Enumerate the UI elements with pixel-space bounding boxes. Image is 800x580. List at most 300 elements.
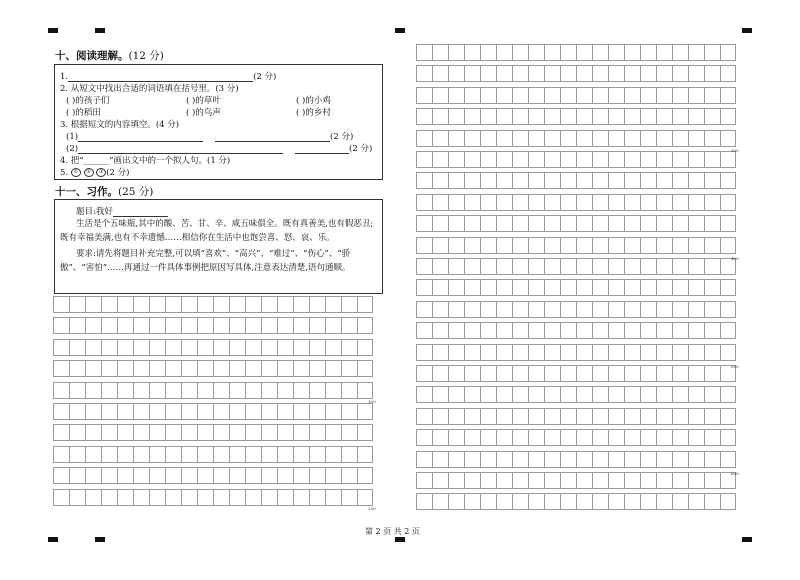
grid-cell[interactable] [432,151,448,168]
grid-cell[interactable] [528,365,544,382]
grid-cell[interactable] [624,322,640,339]
grid-cell[interactable] [704,215,720,232]
grid-cell[interactable] [149,467,165,484]
grid-cell[interactable] [528,237,544,254]
grid-cell[interactable] [181,489,197,506]
grid-cell[interactable] [416,301,432,318]
grid-cell[interactable] [512,130,528,147]
grid-cell[interactable] [624,451,640,468]
grid-cell[interactable] [464,237,480,254]
grid-cell[interactable] [149,296,165,313]
grid-cell[interactable] [197,489,213,506]
grid-cell[interactable] [245,403,261,420]
grid-cell[interactable] [544,194,560,211]
grid-cell[interactable] [432,386,448,403]
grid-cell[interactable] [416,451,432,468]
grid-cell[interactable] [480,44,496,61]
grid-cell[interactable] [608,258,624,275]
grid-cell[interactable] [133,489,149,506]
grid-cell[interactable] [576,151,592,168]
grid-cell[interactable] [213,339,229,356]
grid-cell[interactable] [512,87,528,104]
grid-cell[interactable] [165,382,181,399]
grid-cell[interactable] [432,429,448,446]
grid-cell[interactable] [432,472,448,489]
grid-cell[interactable] [464,429,480,446]
grid-cell[interactable] [704,365,720,382]
grid-cell[interactable] [528,408,544,425]
grid-cell[interactable] [357,446,373,463]
grid-cell[interactable] [640,365,656,382]
grid-cell[interactable] [85,489,101,506]
grid-cell[interactable] [624,237,640,254]
grid-cell[interactable] [133,296,149,313]
grid-cell[interactable] [672,130,688,147]
grid-cell[interactable] [640,194,656,211]
grid-cell[interactable] [53,360,69,377]
grid-cell[interactable] [608,172,624,189]
grid-cell[interactable] [496,130,512,147]
grid-cell[interactable] [576,472,592,489]
grid-cell[interactable] [560,108,576,125]
grid-cell[interactable] [480,87,496,104]
grid-cell[interactable] [672,65,688,82]
grid-cell[interactable] [576,130,592,147]
grid-cell[interactable] [293,403,309,420]
grid-cell[interactable] [560,451,576,468]
grid-cell[interactable] [528,215,544,232]
answer-blank[interactable] [78,132,203,142]
grid-cell[interactable] [432,344,448,361]
grid-cell[interactable] [277,446,293,463]
grid-cell[interactable] [261,382,277,399]
grid-cell[interactable] [496,237,512,254]
grid-cell[interactable] [624,472,640,489]
grid-cell[interactable] [416,44,432,61]
grid-cell[interactable] [592,493,608,510]
grid-cell[interactable] [416,215,432,232]
grid-cell[interactable] [576,279,592,296]
grid-cell[interactable] [496,215,512,232]
grid-cell[interactable] [117,467,133,484]
grid-cell[interactable] [448,279,464,296]
grid-cell[interactable] [416,386,432,403]
grid-cell[interactable] [560,344,576,361]
grid-cell[interactable] [720,237,736,254]
grid-cell[interactable] [117,424,133,441]
grid-cell[interactable] [480,408,496,425]
grid-cell[interactable] [432,237,448,254]
grid-cell[interactable] [101,317,117,334]
grid-cell[interactable] [480,344,496,361]
grid-cell[interactable] [720,408,736,425]
grid-cell[interactable] [656,472,672,489]
grid-cell[interactable] [197,360,213,377]
grid-cell[interactable] [448,194,464,211]
grid-cell[interactable] [464,65,480,82]
grid-cell[interactable] [640,44,656,61]
grid-cell[interactable] [688,87,704,104]
grid-cell[interactable] [133,382,149,399]
grid-cell[interactable] [432,215,448,232]
grid-cell[interactable] [512,194,528,211]
grid-cell[interactable] [544,87,560,104]
grid-cell[interactable] [213,360,229,377]
grid-cell[interactable] [261,296,277,313]
grid-cell[interactable] [165,403,181,420]
grid-cell[interactable] [672,194,688,211]
grid-cell[interactable] [512,344,528,361]
grid-cell[interactable] [528,130,544,147]
grid-cell[interactable] [624,65,640,82]
grid-cell[interactable] [277,360,293,377]
grid-cell[interactable] [688,365,704,382]
grid-cell[interactable] [213,446,229,463]
grid-cell[interactable] [69,424,85,441]
grid-cell[interactable] [576,172,592,189]
grid-cell[interactable] [357,296,373,313]
grid-cell[interactable] [277,339,293,356]
grid-cell[interactable] [480,365,496,382]
grid-cell[interactable] [53,382,69,399]
grid-cell[interactable] [69,446,85,463]
grid-cell[interactable] [448,172,464,189]
grid-cell[interactable] [448,65,464,82]
grid-cell[interactable] [448,365,464,382]
grid-cell[interactable] [133,317,149,334]
grid-cell[interactable] [480,108,496,125]
grid-cell[interactable] [688,194,704,211]
grid-cell[interactable] [656,493,672,510]
grid-cell[interactable] [464,322,480,339]
grid-cell[interactable] [357,424,373,441]
grid-cell[interactable] [544,365,560,382]
grid-cell[interactable] [416,344,432,361]
grid-cell[interactable] [544,344,560,361]
grid-cell[interactable] [432,451,448,468]
grid-cell[interactable] [704,108,720,125]
grid-cell[interactable] [560,44,576,61]
grid-cell[interactable] [528,301,544,318]
grid-cell[interactable] [416,237,432,254]
grid-cell[interactable] [656,87,672,104]
grid-cell[interactable] [560,365,576,382]
grid-cell[interactable] [656,215,672,232]
grid-cell[interactable] [624,258,640,275]
grid-cell[interactable] [357,403,373,420]
grid-cell[interactable] [133,339,149,356]
grid-cell[interactable] [133,360,149,377]
grid-cell[interactable] [512,151,528,168]
grid-cell[interactable] [181,403,197,420]
grid-cell[interactable] [704,258,720,275]
grid-cell[interactable] [640,151,656,168]
grid-cell[interactable] [640,322,656,339]
grid-cell[interactable] [560,87,576,104]
grid-cell[interactable] [464,279,480,296]
grid-cell[interactable] [432,194,448,211]
grid-cell[interactable] [528,451,544,468]
grid-cell[interactable] [464,151,480,168]
grid-cell[interactable] [341,467,357,484]
grid-cell[interactable] [672,258,688,275]
grid-cell[interactable] [261,339,277,356]
grid-cell[interactable] [309,296,325,313]
grid-cell[interactable] [325,382,341,399]
grid-cell[interactable] [512,408,528,425]
grid-cell[interactable] [432,44,448,61]
grid-cell[interactable] [624,151,640,168]
grid-cell[interactable] [720,87,736,104]
grid-cell[interactable] [229,424,245,441]
grid-cell[interactable] [85,339,101,356]
grid-cell[interactable] [197,467,213,484]
grid-cell[interactable] [261,446,277,463]
grid-cell[interactable] [656,151,672,168]
grid-cell[interactable] [293,467,309,484]
grid-cell[interactable] [672,429,688,446]
grid-cell[interactable] [672,279,688,296]
grid-cell[interactable] [464,408,480,425]
grid-cell[interactable] [245,360,261,377]
grid-cell[interactable] [416,279,432,296]
grid-cell[interactable] [512,108,528,125]
grid-cell[interactable] [496,322,512,339]
grid-cell[interactable] [325,467,341,484]
grid-cell[interactable] [624,429,640,446]
grid-cell[interactable] [544,429,560,446]
grid-cell[interactable] [448,130,464,147]
grid-cell[interactable] [672,87,688,104]
grid-cell[interactable] [448,301,464,318]
grid-cell[interactable] [608,65,624,82]
grid-cell[interactable] [512,386,528,403]
grid-cell[interactable] [341,489,357,506]
grid-cell[interactable] [181,317,197,334]
grid-cell[interactable] [512,472,528,489]
grid-cell[interactable] [720,386,736,403]
grid-cell[interactable] [261,489,277,506]
grid-cell[interactable] [197,382,213,399]
grid-cell[interactable] [213,489,229,506]
grid-cell[interactable] [448,151,464,168]
grid-cell[interactable] [133,424,149,441]
grid-cell[interactable] [464,365,480,382]
grid-cell[interactable] [464,301,480,318]
grid-cell[interactable] [229,446,245,463]
grid-cell[interactable] [432,108,448,125]
grid-cell[interactable] [720,44,736,61]
grid-cell[interactable] [576,493,592,510]
grid-cell[interactable] [528,87,544,104]
grid-cell[interactable] [165,317,181,334]
grid-cell[interactable] [656,194,672,211]
grid-cell[interactable] [325,360,341,377]
grid-cell[interactable] [69,296,85,313]
grid-cell[interactable] [592,301,608,318]
grid-cell[interactable] [576,194,592,211]
grid-cell[interactable] [688,279,704,296]
grid-cell[interactable] [448,429,464,446]
grid-cell[interactable] [672,365,688,382]
grid-cell[interactable] [496,386,512,403]
grid-cell[interactable] [656,344,672,361]
grid-cell[interactable] [576,344,592,361]
grid-cell[interactable] [53,403,69,420]
grid-cell[interactable] [592,108,608,125]
grid-cell[interactable] [720,493,736,510]
grid-cell[interactable] [624,172,640,189]
grid-cell[interactable] [213,424,229,441]
grid-cell[interactable] [293,382,309,399]
grid-cell[interactable] [341,424,357,441]
grid-cell[interactable] [229,317,245,334]
grid-cell[interactable] [560,322,576,339]
grid-cell[interactable] [576,451,592,468]
grid-cell[interactable] [608,301,624,318]
grid-cell[interactable] [496,301,512,318]
grid-cell[interactable] [704,87,720,104]
grid-cell[interactable] [416,258,432,275]
grid-cell[interactable] [416,65,432,82]
grid-cell[interactable] [704,44,720,61]
grid-cell[interactable] [512,237,528,254]
grid-cell[interactable] [101,296,117,313]
grid-cell[interactable] [592,151,608,168]
grid-cell[interactable] [325,403,341,420]
grid-cell[interactable] [69,403,85,420]
grid-cell[interactable] [496,87,512,104]
grid-cell[interactable] [704,493,720,510]
grid-cell[interactable] [688,44,704,61]
grid-cell[interactable] [416,151,432,168]
grid-cell[interactable] [688,451,704,468]
grid-cell[interactable] [544,386,560,403]
grid-cell[interactable] [512,65,528,82]
grid-cell[interactable] [117,403,133,420]
grid-cell[interactable] [672,215,688,232]
grid-cell[interactable] [592,429,608,446]
grid-cell[interactable] [464,108,480,125]
grid-cell[interactable] [512,365,528,382]
grid-cell[interactable] [608,44,624,61]
grid-cell[interactable] [528,172,544,189]
grid-cell[interactable] [432,130,448,147]
grid-cell[interactable] [640,108,656,125]
grid-cell[interactable] [640,386,656,403]
grid-cell[interactable] [720,429,736,446]
grid-cell[interactable] [181,360,197,377]
grid-cell[interactable] [448,472,464,489]
grid-cell[interactable] [624,301,640,318]
grid-cell[interactable] [640,472,656,489]
grid-cell[interactable] [117,382,133,399]
grid-cell[interactable] [560,279,576,296]
grid-cell[interactable] [544,408,560,425]
grid-cell[interactable] [69,382,85,399]
grid-cell[interactable] [480,386,496,403]
grid-cell[interactable] [528,493,544,510]
grid-cell[interactable] [608,429,624,446]
grid-cell[interactable] [357,360,373,377]
grid-cell[interactable] [293,339,309,356]
grid-cell[interactable] [341,382,357,399]
grid-cell[interactable] [624,386,640,403]
grid-cell[interactable] [688,130,704,147]
grid-cell[interactable] [480,451,496,468]
grid-cell[interactable] [608,472,624,489]
grid-cell[interactable] [544,44,560,61]
grid-cell[interactable] [229,360,245,377]
grid-cell[interactable] [448,322,464,339]
grid-cell[interactable] [464,215,480,232]
grid-cell[interactable] [416,108,432,125]
grid-cell[interactable] [181,339,197,356]
grid-cell[interactable] [688,386,704,403]
grid-cell[interactable] [592,365,608,382]
grid-cell[interactable] [480,279,496,296]
grid-cell[interactable] [149,403,165,420]
grid-cell[interactable] [672,301,688,318]
grid-cell[interactable] [309,382,325,399]
grid-cell[interactable] [416,429,432,446]
grid-cell[interactable] [85,424,101,441]
grid-cell[interactable] [576,44,592,61]
grid-cell[interactable] [656,365,672,382]
grid-cell[interactable] [85,296,101,313]
grid-cell[interactable] [720,344,736,361]
grid-cell[interactable] [480,258,496,275]
grid-cell[interactable] [528,151,544,168]
grid-cell[interactable] [416,87,432,104]
grid-cell[interactable] [720,130,736,147]
grid-cell[interactable] [592,65,608,82]
grid-cell[interactable] [560,258,576,275]
grid-cell[interactable] [576,408,592,425]
grid-cell[interactable] [325,489,341,506]
grid-cell[interactable] [608,386,624,403]
grid-cell[interactable] [53,467,69,484]
grid-cell[interactable] [133,467,149,484]
grid-cell[interactable] [640,408,656,425]
grid-cell[interactable] [245,339,261,356]
grid-cell[interactable] [464,130,480,147]
grid-cell[interactable] [53,296,69,313]
grid-cell[interactable] [213,403,229,420]
grid-cell[interactable] [293,296,309,313]
grid-cell[interactable] [576,386,592,403]
option-circle[interactable]: ② [84,168,94,177]
grid-cell[interactable] [688,493,704,510]
grid-cell[interactable] [117,360,133,377]
grid-cell[interactable] [576,301,592,318]
grid-cell[interactable] [213,467,229,484]
grid-cell[interactable] [432,279,448,296]
grid-cell[interactable] [325,339,341,356]
grid-cell[interactable] [688,237,704,254]
grid-cell[interactable] [528,258,544,275]
grid-cell[interactable] [560,408,576,425]
grid-cell[interactable] [165,360,181,377]
grid-cell[interactable] [592,279,608,296]
grid-cell[interactable] [197,424,213,441]
grid-cell[interactable] [560,65,576,82]
grid-cell[interactable] [656,44,672,61]
grid-cell[interactable] [608,237,624,254]
grid-cell[interactable] [640,215,656,232]
grid-cell[interactable] [592,172,608,189]
grid-cell[interactable] [309,360,325,377]
